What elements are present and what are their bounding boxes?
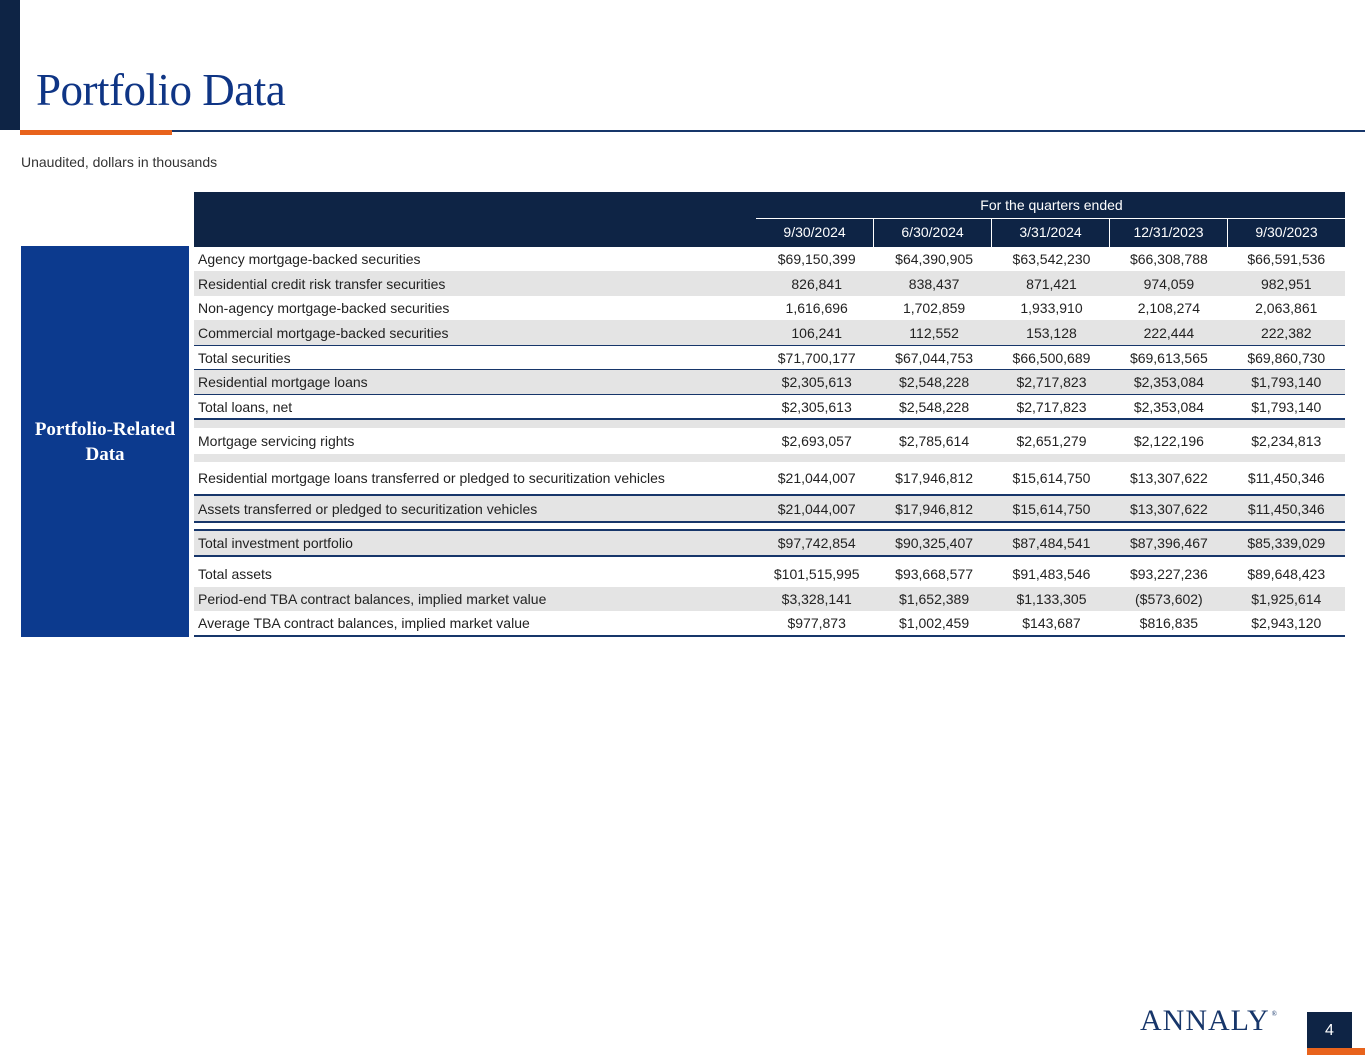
row-label: Non-agency mortgage-backed securities xyxy=(198,300,450,316)
table-row-total xyxy=(194,345,1345,370)
row-value: $15,614,750 xyxy=(1012,500,1091,517)
row-value: $64,390,905 xyxy=(895,251,974,267)
row-value: $1,793,140 xyxy=(1251,374,1322,390)
row-label: Residential credit risk transfer securities xyxy=(198,275,446,292)
column-header: 9/30/2023 xyxy=(1227,218,1345,247)
row-value: $1,002,459 xyxy=(899,615,970,631)
row-value: $1,652,389 xyxy=(899,591,970,607)
row-value: $2,693,057 xyxy=(781,433,852,449)
row-value: $11,450,346 xyxy=(1247,470,1325,486)
row-value: $2,548,228 xyxy=(899,398,970,415)
table-row xyxy=(194,462,1345,496)
row-spacer xyxy=(194,454,1345,462)
row-value: $3,328,141 xyxy=(781,591,852,607)
page-title: Portfolio Data xyxy=(36,65,286,115)
row-value: 153,128 xyxy=(1026,324,1077,341)
row-value: $97,742,854 xyxy=(777,535,856,551)
row-value: $67,044,753 xyxy=(895,349,974,366)
row-label: Agency mortgage-backed securities xyxy=(198,251,421,267)
row-value: $2,785,614 xyxy=(899,433,970,449)
row-value: $1,925,614 xyxy=(1251,591,1322,607)
row-value: 982,951 xyxy=(1260,275,1312,292)
row-value: 106,241 xyxy=(791,324,842,341)
row-value: $13,307,622 xyxy=(1129,470,1208,486)
row-value: $2,234,813 xyxy=(1251,433,1322,449)
page-number: 4 xyxy=(1307,1012,1352,1055)
row-value: $87,396,467 xyxy=(1129,535,1208,551)
table-row xyxy=(194,587,1345,611)
row-value: $91,483,546 xyxy=(1012,566,1091,582)
row-value: 2,108,274 xyxy=(1137,300,1201,316)
table-column-headers xyxy=(194,218,1345,247)
table-row-total xyxy=(194,529,1345,557)
row-value: 222,382 xyxy=(1260,324,1312,341)
row-value: $90,325,407 xyxy=(895,535,974,551)
row-value: $89,648,423 xyxy=(1247,566,1326,582)
row-label: Total loans, net xyxy=(198,398,293,415)
side-category-label xyxy=(21,246,189,637)
row-label: Average TBA contract balances, implied market value xyxy=(198,615,530,631)
row-value: 1,933,910 xyxy=(1020,300,1083,316)
table-row xyxy=(194,320,1345,345)
registered-mark: ® xyxy=(1271,1010,1278,1018)
row-label: Period-end TBA contract balances, implied market value xyxy=(198,591,547,607)
table-row xyxy=(194,370,1345,395)
row-value: $93,227,236 xyxy=(1129,566,1208,582)
side-category-text: Portfolio-Related Data xyxy=(34,418,176,465)
row-label: Total investment portfolio xyxy=(198,535,353,551)
column-header: 9/30/2024 xyxy=(756,218,873,247)
table-row xyxy=(194,247,1345,271)
row-value: $69,613,565 xyxy=(1129,349,1208,366)
row-value: 1,702,859 xyxy=(902,300,966,316)
row-value: $816,835 xyxy=(1139,615,1199,631)
column-header: 3/31/2024 xyxy=(991,218,1109,247)
table-row xyxy=(194,271,1345,296)
row-label: Mortgage servicing rights xyxy=(198,433,355,449)
row-label: Residential mortgage loans xyxy=(198,374,368,390)
header-spacer xyxy=(194,218,756,247)
row-value: $85,339,029 xyxy=(1247,535,1326,551)
row-value: $66,591,536 xyxy=(1247,251,1326,267)
table-row-total xyxy=(194,395,1345,420)
row-value: $2,122,196 xyxy=(1133,433,1204,449)
row-value: $17,946,812 xyxy=(895,500,974,517)
row-value: $1,133,305 xyxy=(1016,591,1087,607)
row-value: $2,305,613 xyxy=(781,398,852,415)
row-value: $101,515,995 xyxy=(773,566,860,582)
table-row-total xyxy=(194,496,1345,523)
row-value: 826,841 xyxy=(791,275,842,292)
row-value: $977,873 xyxy=(787,615,846,631)
row-value: $2,305,613 xyxy=(781,374,852,390)
portfolio-table xyxy=(194,192,1345,637)
row-value: ($573,602) xyxy=(1135,591,1203,607)
row-value: $15,614,750 xyxy=(1012,470,1091,486)
row-value: $2,717,823 xyxy=(1016,398,1087,415)
row-label: Total assets xyxy=(198,566,272,582)
table-row xyxy=(194,296,1345,320)
row-value: $2,943,120 xyxy=(1251,615,1322,631)
title-rule-accent xyxy=(20,130,172,135)
row-value: $63,542,230 xyxy=(1012,251,1091,267)
row-spacer xyxy=(194,420,1345,428)
row-value: $1,793,140 xyxy=(1251,398,1322,415)
row-value: $13,307,622 xyxy=(1129,500,1208,517)
row-value: $21,044,007 xyxy=(777,500,856,517)
table-row xyxy=(194,611,1345,637)
row-value: $2,353,084 xyxy=(1133,398,1204,415)
row-value: $69,860,730 xyxy=(1247,349,1326,366)
row-value: 974,059 xyxy=(1143,275,1195,292)
column-header: 6/30/2024 xyxy=(873,218,991,247)
logo-text: ANNALY xyxy=(1140,1004,1270,1037)
row-value: $17,946,812 xyxy=(895,470,974,486)
row-value: $93,668,577 xyxy=(895,566,974,582)
table-subtitle: Unaudited, dollars in thousands xyxy=(21,154,218,170)
row-value: $11,450,346 xyxy=(1247,500,1325,517)
table-group-header xyxy=(194,192,1345,218)
row-value: 871,421 xyxy=(1026,275,1077,292)
row-value: 838,437 xyxy=(908,275,960,292)
row-value: $143,687 xyxy=(1022,615,1081,631)
row-value: 2,063,861 xyxy=(1255,300,1318,316)
annaly-logo xyxy=(1140,1004,1278,1038)
row-value: 222,444 xyxy=(1143,324,1195,341)
row-value: $2,651,279 xyxy=(1016,433,1087,449)
row-value: $66,308,788 xyxy=(1129,251,1208,267)
row-value: $66,500,689 xyxy=(1012,349,1091,366)
row-value: 112,552 xyxy=(909,324,959,341)
row-label: Total securities xyxy=(198,349,291,366)
table-row-total xyxy=(194,561,1345,587)
row-value: $87,484,541 xyxy=(1012,535,1091,551)
row-value: $2,353,084 xyxy=(1133,374,1204,390)
group-header-label: For the quarters ended xyxy=(980,197,1123,213)
row-value: 1,616,696 xyxy=(785,300,848,316)
row-value: $71,700,177 xyxy=(777,349,856,366)
row-label: Assets transferred or pledged to securitization vehicles xyxy=(198,500,538,517)
row-value: $69,150,399 xyxy=(777,251,856,267)
row-value: $2,717,823 xyxy=(1016,374,1087,390)
row-label: Commercial mortgage-backed securities xyxy=(198,324,449,341)
title-rule xyxy=(20,130,1365,132)
row-value: $21,044,007 xyxy=(777,470,856,486)
table-row xyxy=(194,428,1345,454)
left-accent-bar xyxy=(0,0,20,130)
row-value: $2,548,228 xyxy=(899,374,970,390)
column-header: 12/31/2023 xyxy=(1109,218,1227,247)
row-label: Residential mortgage loans transferred or pledged to securitization vehicles xyxy=(198,470,665,486)
page-number-accent xyxy=(1307,1048,1365,1055)
